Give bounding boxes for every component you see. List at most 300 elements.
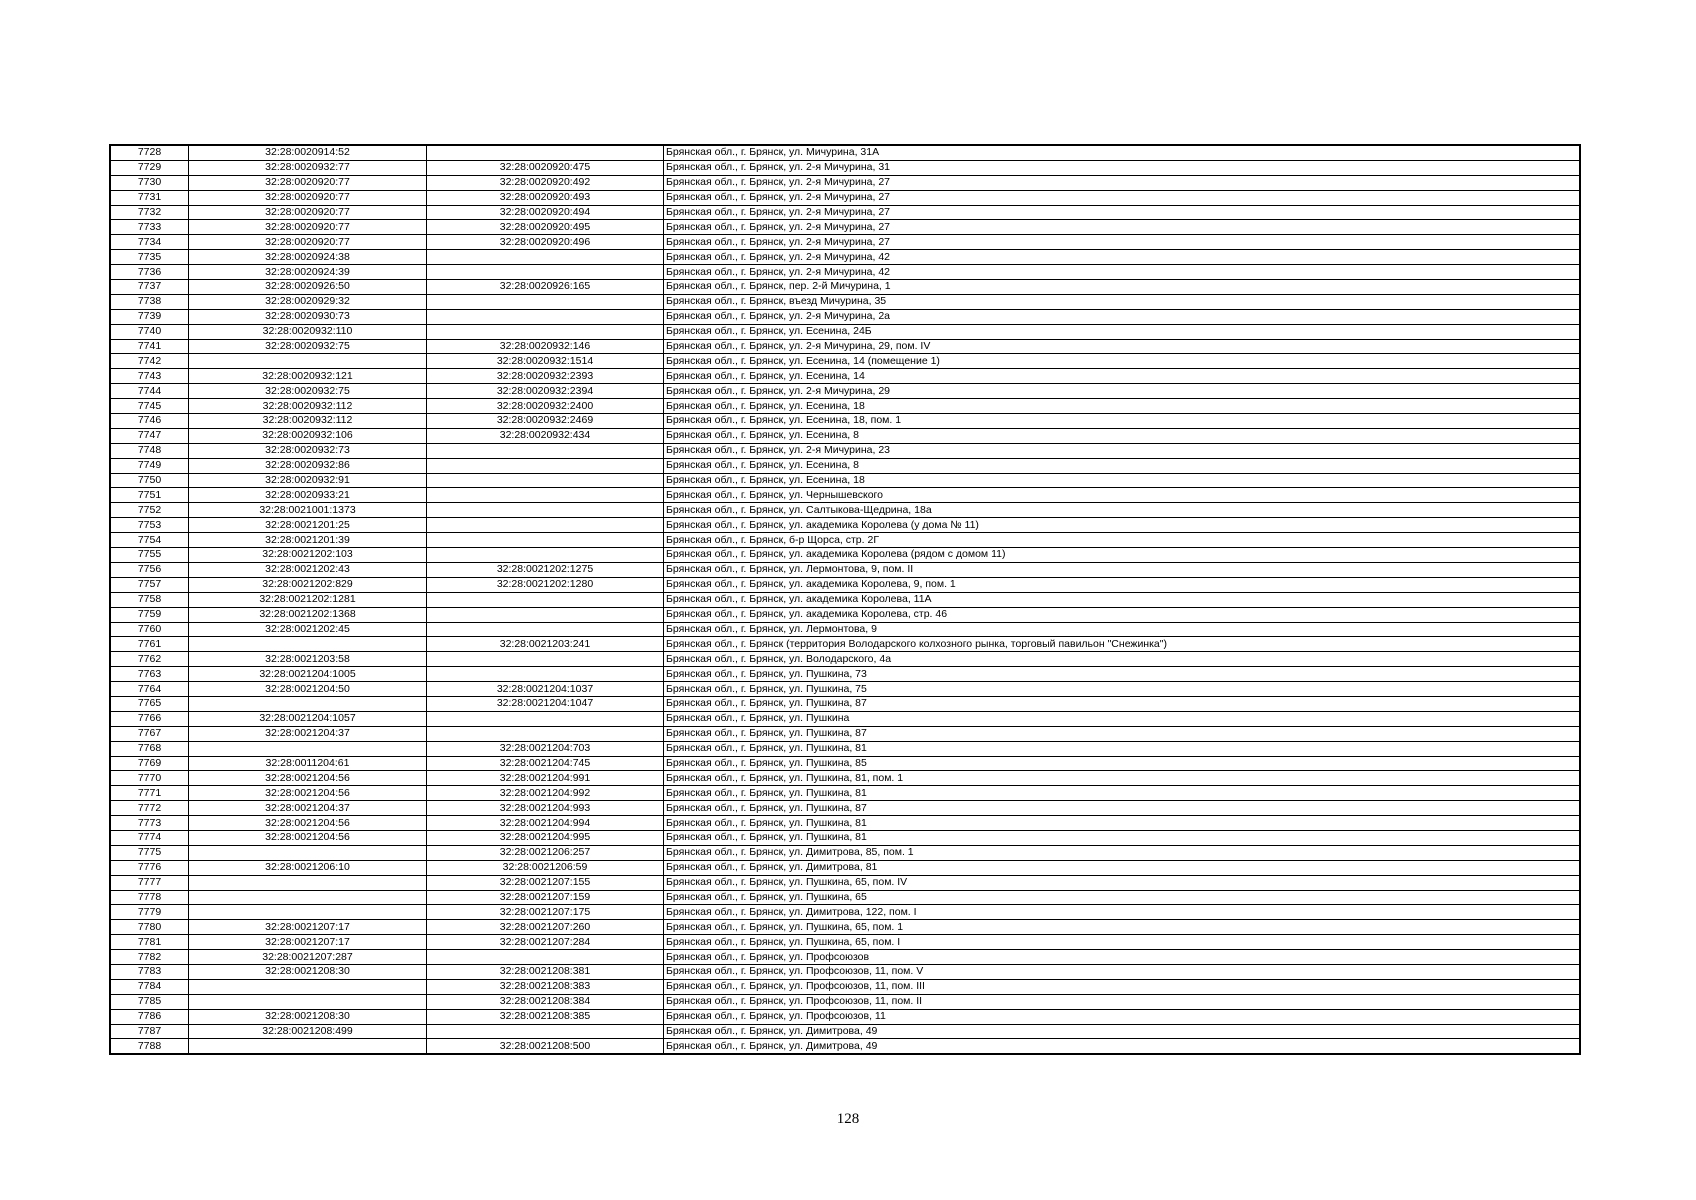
address-cell: Брянская обл., г. Брянск, б-р Щорса, стр. 2Г [664,533,1581,548]
table-row [110,830,1580,845]
row-number-cell: 7753 [110,518,189,533]
object-number-cell: 32:28:0021204:992 [427,786,664,801]
row-number-cell: 7766 [110,711,189,726]
address-cell: Брянская обл., г. Брянск, ул. Димитрова, 122, пом. I [664,905,1581,920]
address-cell: Брянская обл., г. Брянск, ул. Есенина, 8 [664,458,1581,473]
page-number: 128 [836,1111,860,1127]
table-row [110,518,1580,533]
row-number-cell: 7781 [110,935,189,950]
address-cell: Брянская обл., г. Брянск, ул. Чернышевского [664,488,1581,503]
row-number-cell: 7760 [110,622,189,637]
address-cell: Брянская обл., г. Брянск, ул. Пушкина, 81, пом. 1 [664,771,1581,786]
row-number-cell: 7729 [110,160,189,175]
table-row [110,250,1580,265]
address-cell: Брянская обл., г. Брянск, ул. Пушкина, 75 [664,682,1581,697]
object-number-cell [427,324,664,339]
row-number-cell: 7730 [110,175,189,190]
table-row [110,964,1580,979]
table-row [110,280,1580,295]
object-number-cell: 32:28:0021204:1037 [427,682,664,697]
parcel-number-cell: 32:28:0020932:75 [189,384,427,399]
address-cell: Брянская обл., г. Брянск (территория Володарского колхозного рынка, торговый павильон "Снежинка") [664,637,1581,652]
registry-table-body [110,145,1580,1054]
object-number-cell: 32:28:0020932:146 [427,339,664,354]
table-row [110,622,1580,637]
address-cell: Брянская обл., г. Брянск, ул. 2-я Мичурина, 2а [664,309,1581,324]
table-row [110,339,1580,354]
row-number-cell: 7740 [110,324,189,339]
parcel-number-cell: 32:28:0020924:38 [189,250,427,265]
table-row [110,533,1580,548]
row-number-cell: 7768 [110,741,189,756]
table-row [110,860,1580,875]
row-number-cell: 7737 [110,280,189,295]
object-number-cell: 32:28:0020932:2393 [427,369,664,384]
address-cell: Брянская обл., г. Брянск, ул. 2-я Мичурина, 27 [664,220,1581,235]
row-number-cell: 7765 [110,696,189,711]
object-number-cell: 32:28:0021206:59 [427,860,664,875]
address-cell: Брянская обл., г. Брянск, ул. Профсоюзов, 11, пом. II [664,994,1581,1009]
object-number-cell [427,294,664,309]
table-row [110,562,1580,577]
table-row [110,220,1580,235]
table-row [110,205,1580,220]
parcel-number-cell: 32:28:0021208:30 [189,964,427,979]
table-row [110,160,1580,175]
table-row [110,771,1580,786]
parcel-number-cell [189,637,427,652]
parcel-number-cell: 32:28:0021001:1373 [189,503,427,518]
address-cell: Брянская обл., г. Брянск, ул. Пушкина, 81 [664,741,1581,756]
object-number-cell: 32:28:0021207:159 [427,890,664,905]
table-row [110,324,1580,339]
parcel-number-cell: 32:28:0021206:10 [189,860,427,875]
address-cell: Брянская обл., г. Брянск, ул. Пушкина, 81 [664,786,1581,801]
row-number-cell: 7778 [110,890,189,905]
parcel-number-cell: 32:28:0021207:17 [189,935,427,950]
address-cell: Брянская обл., г. Брянск, ул. Пушкина, 81 [664,830,1581,845]
parcel-number-cell [189,696,427,711]
object-number-cell [427,667,664,682]
parcel-number-cell: 32:28:0020932:110 [189,324,427,339]
table-row [110,309,1580,324]
object-number-cell [427,592,664,607]
row-number-cell: 7742 [110,354,189,369]
parcel-number-cell: 32:28:0020932:112 [189,414,427,429]
row-number-cell: 7745 [110,399,189,414]
parcel-number-cell: 32:28:0021202:43 [189,562,427,577]
address-cell: Брянская обл., г. Брянск, ул. 2-я Мичурина, 29 [664,384,1581,399]
table-row [110,741,1580,756]
parcel-number-cell: 32:28:0021204:1005 [189,667,427,682]
row-number-cell: 7785 [110,994,189,1009]
object-number-cell: 32:28:0021202:1275 [427,562,664,577]
address-cell: Брянская обл., г. Брянск, ул. Лермонтова, 9 [664,622,1581,637]
parcel-number-cell: 32:28:0020933:21 [189,488,427,503]
row-number-cell: 7788 [110,1039,189,1054]
object-number-cell: 32:28:0021204:995 [427,830,664,845]
object-number-cell: 32:28:0020920:493 [427,190,664,205]
table-row [110,935,1580,950]
address-cell: Брянская обл., г. Брянск, ул. Есенина, 14 [664,369,1581,384]
object-number-cell: 32:28:0021203:241 [427,637,664,652]
parcel-number-cell [189,354,427,369]
object-number-cell [427,726,664,741]
parcel-number-cell: 32:28:0021204:1057 [189,711,427,726]
object-number-cell [427,265,664,280]
object-number-cell: 32:28:0020920:475 [427,160,664,175]
row-number-cell: 7773 [110,816,189,831]
parcel-number-cell: 32:28:0020932:91 [189,473,427,488]
address-cell: Брянская обл., г. Брянск, ул. Есенина, 8 [664,428,1581,443]
object-number-cell: 32:28:0021207:284 [427,935,664,950]
parcel-number-cell: 32:28:0021202:1281 [189,592,427,607]
row-number-cell: 7777 [110,875,189,890]
parcel-number-cell: 32:28:0020932:86 [189,458,427,473]
table-row [110,443,1580,458]
row-number-cell: 7775 [110,845,189,860]
table-row [110,845,1580,860]
table-row [110,414,1580,429]
address-cell: Брянская обл., г. Брянск, ул. Есенина, 18 [664,473,1581,488]
object-number-cell: 32:28:0021202:1280 [427,577,664,592]
row-number-cell: 7780 [110,920,189,935]
row-number-cell: 7728 [110,145,189,160]
parcel-number-cell: 32:28:0021204:56 [189,830,427,845]
object-number-cell: 32:28:0021204:993 [427,801,664,816]
row-number-cell: 7750 [110,473,189,488]
parcel-number-cell: 32:28:0021204:56 [189,816,427,831]
row-number-cell: 7767 [110,726,189,741]
parcel-number-cell: 32:28:0020920:77 [189,175,427,190]
address-cell: Брянская обл., г. Брянск, ул. 2-я Мичурина, 27 [664,235,1581,250]
address-cell: Брянская обл., г. Брянск, ул. 2-я Мичурина, 29, пом. IV [664,339,1581,354]
parcel-number-cell: 32:28:0020920:77 [189,190,427,205]
parcel-number-cell: 32:28:0021204:37 [189,726,427,741]
row-number-cell: 7783 [110,964,189,979]
table-row [110,354,1580,369]
table-row [110,175,1580,190]
table-row [110,682,1580,697]
object-number-cell [427,458,664,473]
address-cell: Брянская обл., г. Брянск, ул. Мичурина, 31А [664,145,1581,160]
row-number-cell: 7747 [110,428,189,443]
address-cell: Брянская обл., г. Брянск, ул. Пушкина, 81 [664,816,1581,831]
object-number-cell [427,652,664,667]
row-number-cell: 7741 [110,339,189,354]
address-cell: Брянская обл., г. Брянск, ул. Димитрова, 81 [664,860,1581,875]
row-number-cell: 7782 [110,950,189,965]
row-number-cell: 7731 [110,190,189,205]
address-cell: Брянская обл., г. Брянск, въезд Мичурина, 35 [664,294,1581,309]
table-row [110,950,1580,965]
table-row [110,786,1580,801]
parcel-number-cell: 32:28:0011204:61 [189,756,427,771]
object-number-cell [427,488,664,503]
object-number-cell: 32:28:0021208:500 [427,1039,664,1054]
table-row [110,458,1580,473]
parcel-number-cell: 32:28:0020932:106 [189,428,427,443]
address-cell: Брянская обл., г. Брянск, ул. Пушкина, 87 [664,696,1581,711]
table-row [110,801,1580,816]
table-row [110,265,1580,280]
row-number-cell: 7734 [110,235,189,250]
parcel-number-cell [189,979,427,994]
row-number-cell: 7752 [110,503,189,518]
object-number-cell: 32:28:0020932:2400 [427,399,664,414]
table-row [110,994,1580,1009]
object-number-cell [427,533,664,548]
row-number-cell: 7759 [110,607,189,622]
row-number-cell: 7761 [110,637,189,652]
parcel-number-cell [189,845,427,860]
address-cell: Брянская обл., г. Брянск, ул. Профсоюзов, 11 [664,1009,1581,1024]
object-number-cell: 32:28:0021208:384 [427,994,664,1009]
table-row [110,652,1580,667]
parcel-number-cell: 32:28:0021202:1368 [189,607,427,622]
row-number-cell: 7754 [110,533,189,548]
parcel-number-cell: 32:28:0021204:56 [189,771,427,786]
table-row [110,1024,1580,1039]
row-number-cell: 7770 [110,771,189,786]
parcel-number-cell: 32:28:0020926:50 [189,280,427,295]
object-number-cell: 32:28:0021204:703 [427,741,664,756]
row-number-cell: 7751 [110,488,189,503]
table-row [110,637,1580,652]
row-number-cell: 7762 [110,652,189,667]
address-cell: Брянская обл., г. Брянск, ул. Есенина, 24Б [664,324,1581,339]
object-number-cell: 32:28:0020920:496 [427,235,664,250]
parcel-number-cell [189,875,427,890]
address-cell: Брянская обл., г. Брянск, ул. Профсоюзов, 11, пом. V [664,964,1581,979]
parcel-number-cell: 32:28:0021201:25 [189,518,427,533]
object-number-cell: 32:28:0021208:385 [427,1009,664,1024]
address-cell: Брянская обл., г. Брянск, ул. Пушкина, 87 [664,801,1581,816]
object-number-cell [427,250,664,265]
parcel-number-cell: 32:28:0020929:32 [189,294,427,309]
row-number-cell: 7784 [110,979,189,994]
row-number-cell: 7755 [110,548,189,563]
address-cell: Брянская обл., г. Брянск, ул. Лермонтова, 9, пом. II [664,562,1581,577]
parcel-number-cell: 32:28:0020930:73 [189,309,427,324]
row-number-cell: 7748 [110,443,189,458]
parcel-number-cell: 32:28:0021202:103 [189,548,427,563]
parcel-number-cell: 32:28:0020920:77 [189,235,427,250]
row-number-cell: 7749 [110,458,189,473]
object-number-cell: 32:28:0021207:175 [427,905,664,920]
parcel-number-cell [189,741,427,756]
parcel-number-cell: 32:28:0020932:112 [189,399,427,414]
object-number-cell: 32:28:0021207:260 [427,920,664,935]
object-number-cell: 32:28:0020932:2469 [427,414,664,429]
address-cell: Брянская обл., г. Брянск, ул. академика Королева, стр. 46 [664,607,1581,622]
table-row [110,592,1580,607]
address-cell: Брянская обл., г. Брянск, ул. Пушкина, 73 [664,667,1581,682]
table-row [110,145,1580,160]
parcel-number-cell [189,994,427,1009]
table-row [110,979,1580,994]
object-number-cell: 32:28:0020920:494 [427,205,664,220]
parcel-number-cell: 32:28:0020920:77 [189,220,427,235]
row-number-cell: 7739 [110,309,189,324]
row-number-cell: 7779 [110,905,189,920]
table-row [110,607,1580,622]
table-row [110,235,1580,250]
table-row [110,726,1580,741]
address-cell: Брянская обл., г. Брянск, ул. Пушкина, 87 [664,726,1581,741]
row-number-cell: 7786 [110,1009,189,1024]
row-number-cell: 7776 [110,860,189,875]
object-number-cell: 32:28:0020932:2394 [427,384,664,399]
parcel-number-cell: 32:28:0021208:30 [189,1009,427,1024]
address-cell: Брянская обл., г. Брянск, ул. Пушкина, 65, пом. 1 [664,920,1581,935]
row-number-cell: 7735 [110,250,189,265]
row-number-cell: 7746 [110,414,189,429]
row-number-cell: 7758 [110,592,189,607]
row-number-cell: 7736 [110,265,189,280]
table-row [110,294,1580,309]
parcel-number-cell [189,1039,427,1054]
row-number-cell: 7756 [110,562,189,577]
table-row [110,920,1580,935]
address-cell: Брянская обл., г. Брянск, ул. Димитрова, 49 [664,1024,1581,1039]
object-number-cell [427,711,664,726]
table-row [110,577,1580,592]
row-number-cell: 7732 [110,205,189,220]
parcel-number-cell: 32:28:0020932:121 [189,369,427,384]
address-cell: Брянская обл., г. Брянск, ул. Профсоюзов [664,950,1581,965]
object-number-cell: 32:28:0021204:994 [427,816,664,831]
table-row [110,473,1580,488]
object-number-cell [427,950,664,965]
address-cell: Брянская обл., г. Брянск, ул. 2-я Мичурина, 42 [664,250,1581,265]
address-cell: Брянская обл., г. Брянск, ул. 2-я Мичурина, 27 [664,175,1581,190]
object-number-cell [427,473,664,488]
object-number-cell [427,607,664,622]
object-number-cell: 32:28:0020926:165 [427,280,664,295]
table-row [110,816,1580,831]
parcel-number-cell: 32:28:0020920:77 [189,205,427,220]
parcel-number-cell: 32:28:0020932:77 [189,160,427,175]
registry-table [109,144,1581,1055]
row-number-cell: 7738 [110,294,189,309]
row-number-cell: 7733 [110,220,189,235]
table-row [110,190,1580,205]
row-number-cell: 7757 [110,577,189,592]
table-row [110,548,1580,563]
object-number-cell: 32:28:0021208:383 [427,979,664,994]
address-cell: Брянская обл., г. Брянск, ул. Пушкина, 65, пом. I [664,935,1581,950]
table-row [110,667,1580,682]
table-row [110,503,1580,518]
parcel-number-cell: 32:28:0021204:37 [189,801,427,816]
address-cell: Брянская обл., г. Брянск, ул. академика Королева, 11А [664,592,1581,607]
table-row [110,711,1580,726]
address-cell: Брянская обл., г. Брянск, ул. 2-я Мичурина, 27 [664,205,1581,220]
row-number-cell: 7763 [110,667,189,682]
object-number-cell: 32:28:0021208:381 [427,964,664,979]
parcel-number-cell: 32:28:0021204:56 [189,786,427,801]
address-cell: Брянская обл., г. Брянск, ул. 2-я Мичурина, 42 [664,265,1581,280]
parcel-number-cell [189,905,427,920]
address-cell: Брянская обл., г. Брянск, ул. Есенина, 18 [664,399,1581,414]
address-cell: Брянская обл., г. Брянск, ул. Пушкина, 85 [664,756,1581,771]
object-number-cell [427,1024,664,1039]
parcel-number-cell: 32:28:0020932:73 [189,443,427,458]
table-row [110,1009,1580,1024]
object-number-cell: 32:28:0021204:1047 [427,696,664,711]
object-number-cell: 32:28:0021204:745 [427,756,664,771]
address-cell: Брянская обл., г. Брянск, ул. Салтыкова-Щедрина, 18а [664,503,1581,518]
address-cell: Брянская обл., г. Брянск, ул. Димитрова, 85, пом. 1 [664,845,1581,860]
table-row [110,1039,1580,1054]
object-number-cell [427,622,664,637]
table-row [110,875,1580,890]
parcel-number-cell: 32:28:0021201:39 [189,533,427,548]
object-number-cell [427,548,664,563]
object-number-cell: 32:28:0020920:495 [427,220,664,235]
table-row [110,696,1580,711]
parcel-number-cell: 32:28:0021204:50 [189,682,427,697]
parcel-number-cell: 32:28:0020914:52 [189,145,427,160]
row-number-cell: 7769 [110,756,189,771]
row-number-cell: 7772 [110,801,189,816]
parcel-number-cell [189,890,427,905]
row-number-cell: 7774 [110,830,189,845]
object-number-cell: 32:28:0020932:434 [427,428,664,443]
object-number-cell: 32:28:0021204:991 [427,771,664,786]
row-number-cell: 7764 [110,682,189,697]
row-number-cell: 7787 [110,1024,189,1039]
object-number-cell: 32:28:0020932:1514 [427,354,664,369]
object-number-cell: 32:28:0021206:257 [427,845,664,860]
address-cell: Брянская обл., г. Брянск, ул. Володарского, 4а [664,652,1581,667]
table-row [110,756,1580,771]
table-row [110,369,1580,384]
object-number-cell: 32:28:0020920:492 [427,175,664,190]
address-cell: Брянская обл., г. Брянск, ул. 2-я Мичурина, 23 [664,443,1581,458]
object-number-cell [427,309,664,324]
row-number-cell: 7771 [110,786,189,801]
table-row [110,488,1580,503]
parcel-number-cell: 32:28:0020924:39 [189,265,427,280]
row-number-cell: 7743 [110,369,189,384]
table-row [110,890,1580,905]
table-row [110,384,1580,399]
address-cell: Брянская обл., г. Брянск, ул. 2-я Мичурина, 31 [664,160,1581,175]
address-cell: Брянская обл., г. Брянск, ул. 2-я Мичурина, 27 [664,190,1581,205]
table-row [110,905,1580,920]
address-cell: Брянская обл., г. Брянск, ул. академика Королева, 9, пом. 1 [664,577,1581,592]
object-number-cell [427,503,664,518]
parcel-number-cell: 32:28:0021207:287 [189,950,427,965]
address-cell: Брянская обл., г. Брянск, пер. 2-й Мичурина, 1 [664,280,1581,295]
object-number-cell: 32:28:0021207:155 [427,875,664,890]
address-cell: Брянская обл., г. Брянск, ул. Димитрова, 49 [664,1039,1581,1054]
address-cell: Брянская обл., г. Брянск, ул. академика Королева (у дома № 11) [664,518,1581,533]
parcel-number-cell: 32:28:0021208:499 [189,1024,427,1039]
parcel-number-cell: 32:28:0021203:58 [189,652,427,667]
parcel-number-cell: 32:28:0021202:45 [189,622,427,637]
parcel-number-cell: 32:28:0021202:829 [189,577,427,592]
address-cell: Брянская обл., г. Брянск, ул. Есенина, 18, пом. 1 [664,414,1581,429]
address-cell: Брянская обл., г. Брянск, ул. Профсоюзов, 11, пом. III [664,979,1581,994]
parcel-number-cell: 32:28:0021207:17 [189,920,427,935]
address-cell: Брянская обл., г. Брянск, ул. Пушкина, 65, пом. IV [664,875,1581,890]
address-cell: Брянская обл., г. Брянск, ул. Есенина, 14 (помещение 1) [664,354,1581,369]
address-cell: Брянская обл., г. Брянск, ул. Пушкина, 65 [664,890,1581,905]
address-cell: Брянская обл., г. Брянск, ул. Пушкина [664,711,1581,726]
